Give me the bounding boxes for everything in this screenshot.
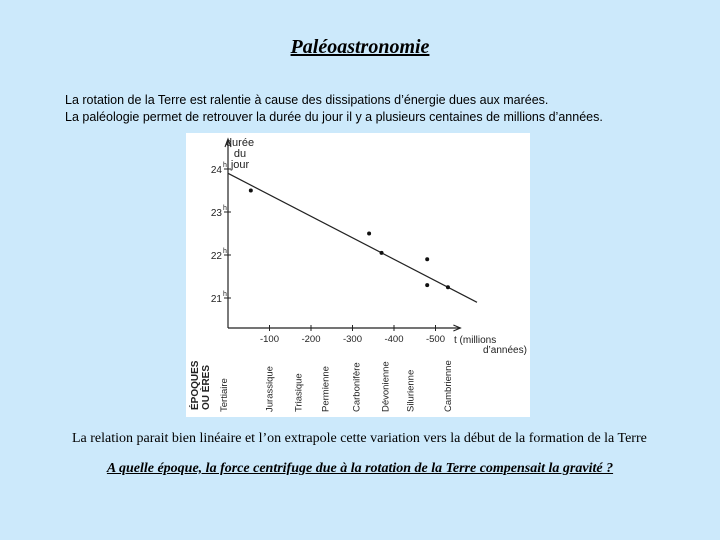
era-label: Silurienne: [405, 369, 417, 412]
trend-line: [228, 173, 477, 302]
intro-text: [65, 92, 705, 126]
era-label: Triasique: [293, 373, 305, 412]
era-label: Permienne: [320, 366, 332, 412]
x-tick-label: -100: [259, 334, 280, 345]
question-text: A quelle époque, la force centrifuge due à la rotation de la Terre compensait la gravité ?: [106, 461, 614, 476]
y-tick-label: 23: [210, 208, 222, 219]
y-tick-label: 21: [210, 294, 222, 305]
y-tick-label: 24: [210, 165, 222, 176]
era-axis-label-line: OU ÈRES: [201, 364, 212, 410]
x-tick-label: -200: [301, 334, 321, 345]
intro-line-1: La rotation de la Terre est ralentie à cause des dissipations d’énergie dues aux marées.: [65, 93, 549, 107]
era-label: Dévonienne: [380, 361, 392, 412]
era-label: Carbonifère: [351, 362, 363, 412]
day-length-chart: [186, 133, 530, 417]
data-point: [249, 189, 253, 193]
era-label: Tertiaire: [218, 378, 230, 412]
page-title: Paléoastronomie: [290, 36, 430, 58]
y-axis-label-line: jour: [230, 159, 250, 171]
conclusion-text: La relation parait bien linéaire et l’on extrapole cette variation vers la début de la formation de la Terre: [72, 431, 647, 446]
data-point: [380, 251, 384, 255]
chart-svg: [186, 133, 530, 417]
y-tick-label: 22: [210, 251, 222, 262]
x-axis-label-line: d’années): [483, 345, 527, 356]
data-point: [367, 232, 371, 236]
data-point: [446, 285, 450, 289]
y-tick-unit: h: [223, 291, 227, 298]
data-point: [425, 283, 429, 287]
y-axis-label-line: du: [233, 148, 247, 160]
era-label: Jurassique: [264, 366, 276, 412]
x-axis-label-line: t (millions: [454, 335, 497, 346]
era-axis-label-line: ÉPOQUES: [190, 360, 201, 410]
data-point: [425, 257, 429, 261]
x-tick-label: -400: [384, 334, 404, 345]
x-tick-label: -300: [342, 334, 363, 345]
x-tick-label: -500: [425, 334, 446, 345]
era-label: Cambrienne: [442, 360, 454, 412]
y-tick-unit: h: [223, 205, 227, 212]
y-axis-label-line: durée: [225, 137, 255, 149]
y-tick-unit: h: [223, 162, 227, 169]
y-tick-unit: h: [223, 248, 227, 255]
intro-line-2: La paléologie permet de retrouver la durée du jour il y a plusieurs centaines de millions d’années.: [65, 110, 603, 124]
